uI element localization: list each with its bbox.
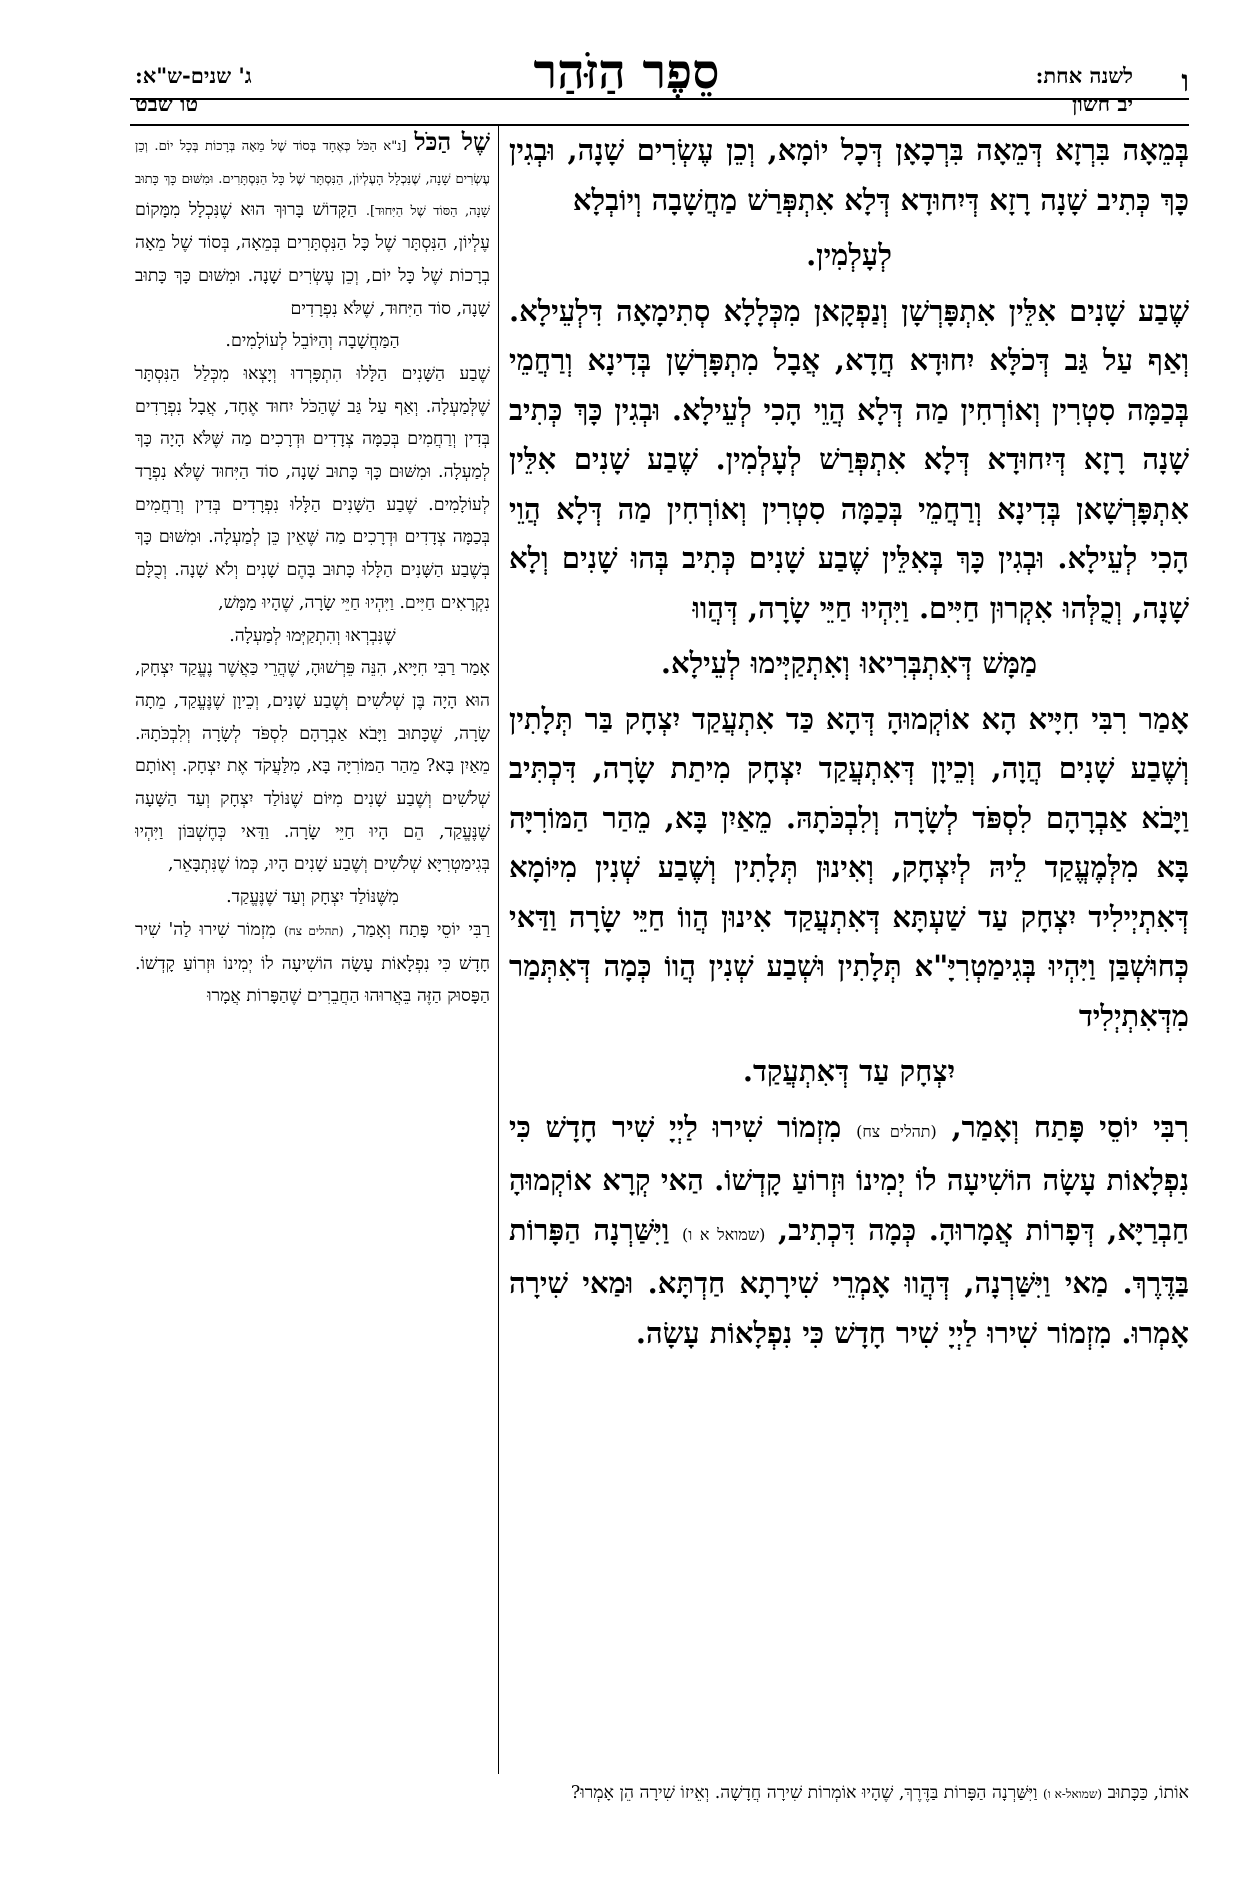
- footer-continuation-line: אוֹתוֹ, כַּכָּתוּב (שמואל-א ו) וַיִּשַּׁרְנָה הַפָּרוֹת בַּדֶּרֶךְ, שֶׁהָיוּ אוֹמְרוֹת שִׁירָה חֲדָשָׁה. וְאֵיזוֹ שִׁירָה הֵן אָמְרוּ?: [570, 1783, 1189, 1803]
- opening-word: שֶׁל הַכֹּל: [414, 127, 490, 156]
- page-number: ו: [1181, 64, 1189, 99]
- source-reference: (תהלים צח): [283, 923, 344, 938]
- main-paragraph-end: מַמָּשׁ דְּאִתְבְּרִיאוּ וְאִתְקַיְּימוּ לְעֵילָא.: [660, 646, 1038, 680]
- header-left-block: [135, 62, 252, 118]
- column-divider: [498, 126, 499, 1774]
- side-paragraph: אָמַר רַבִּי חִיָּיא, הִנֵּה פֵּרְשׁוּהָ, שֶׁהֲרֵי כַּאֲשֶׁר נֶעֱקַד יִצְחָק, הוּא הָיָה בֶּן שְׁלֹשִׁים וְשֶׁבַע שָׁנִים, וְכֵיוָן שֶׁנֶּעֱקַד, מֵתָה שָׂרָה, שֶׁכָּתוּב וַיָּבֹא אַבְרָהָם לִסְפֹּד לְשָׂרָה וְלִבְכֹּתָהּ. מֵאַיִן בָּא? מֵהַר הַמּוֹרִיָּה בָּא, מִלַּעֲקֹד אֶת יִצְחָק. וְאוֹתָם שְׁלֹשִׁים וְשֶׁבַע שָׁנִים מִיּוֹם שֶׁנּוֹלַד יִצְחָק וְעַד הַשָּׁעָה שֶׁנֶּעֱקַד, הֵם הָיוּ חַיֵּי שָׂרָה. וַדַּאי כְּחֶשְׁבּוֹן וַיִּהְיוּ בְּגִימַטְרִיָּא שְׁלֹשִׁים וְשֶׁבַע שָׁנִים הָיוּ, כְּמוֹ שֶׁנִּתְבָּאֵר,: [135, 658, 490, 875]
- hebrew-translation-column: [135, 126, 490, 1766]
- side-paragraph: שֶׁל הַכֹּל [נ"א הַכֹּל כְּאֶחָד בְּסוֹד שֶׁל מֵאָה בְּרָכוֹת בְּכָל יוֹם. וְכֵן עֶשְׂרִים שָׁנָה, שֶׁנִּכְלָל הָעֶלְיוֹן, הַנִּסְתָּר שֶׁל כָּל הַנִּסְתָּרִים. וּמִשּׁוּם כָּךְ כָּתוּב שָׁנָה, הַסּוֹד שֶׁל הַיִּחוּד]. הַקָּדוֹשׁ בָּרוּךְ הוּא שֶׁנִּכְלָל מִמָּקוֹם עֶלְיוֹן, הַנִּסְתָּר שֶׁל כָּל הַנִּסְתָּרִים בְּמֵאָה, בְּסוֹד שֶׁל מֵאָה בְרָכוֹת שֶׁל כָּל יוֹם, וְכֵן עֶשְׂרִים שָׁנָה. וּמִשּׁוּם כָּךְ כָּתוּב שָׁנָה, סוֹד הַיִּחוּד, שֶׁלֹּא נִפְרָדִים: [135, 127, 490, 319]
- source-reference: (שמואל-א ו): [1043, 1787, 1103, 1801]
- main-paragraph: שֶׁבַע שָׁנִים אִלֵּין אִתְפָּרְשָׁן וְנַפְקָאן מִכְּלָלָא סְתִימָאָה דִּלְעֵילָא. וְאַף עַל גַּב דְּכֹלָּא יִחוּדָא חֲדָא, אֲבָל מִתְפָּרְשָׁן בְּדִינָא וְרַחֲמֵי בְּכַמָּה סִטְרִין וְאוֹרְחִין מַה דְּלָא הֲוֵי הָכִי לְעֵילָא. וּבְגִין כָּךְ כְּתִיב שָׁנָה רָזָא דְּיִחוּדָא דְּלָא אִתְפְּרַשׁ לְעָלְמִין. שֶׁבַע שָׁנִים אִלֵּין אִתְפָּרְשָׁאן בְּדִינָא וְרַחֲמֵי בְּכַמָּה סִטְרִין וְאוֹרְחִין מַה דְּלָא הֲוֵי הָכִי לְעֵילָא. וּבְגִין כָּךְ בְּאִלֵּין שֶׁבַע שָׁנִים כְּתִיב בְּהוּ שָׁנִים וְלָא שָׁנָה, וְכֻלְּהוּ אִקְרוּן חַיִּים. וַיִּהְיוּ חַיֵּי שָׂרָה, דְּהֲווּ: [509, 293, 1189, 625]
- page-title: סֵפֶר הַזֹּהַר: [533, 44, 720, 100]
- main-paragraph-end: יִצְחָק עַד דְּאִתְעֲקַד.: [742, 1054, 956, 1088]
- aramaic-text-column: [509, 126, 1189, 1766]
- schedule-three-year-label: ג' שנים-ש"א:: [135, 63, 252, 88]
- schedule-one-year-date: יב חשון: [1072, 91, 1133, 116]
- side-paragraph-end: מִשֶּׁנּוֹלַד יִצְחָק וְעַד שֶׁנֶּעֱקַד.: [226, 887, 399, 908]
- main-paragraph: בְּמֵאָה בִּרְזָא דְּמֵאָה בִּרְכָאָן דְּכָל יוֹמָא, וְכֵן עֶשְׂרִים שָׁנָה, וּבְגִין כָּךְ כְּתִיב שָׁנָה רָזָא דְּיִחוּדָא דְּלָא אִתְפְּרַשׁ מַחֲשָׁבָה וְיוֹבְלָא: [509, 133, 1189, 217]
- source-reference: (תהלים צח): [856, 1121, 937, 1141]
- source-reference: (שמואל א ו): [681, 1224, 766, 1244]
- side-paragraph-end: שֶׁנִּבְרְאוּ וְהִתְקַיְּמוּ לְמַעְלָה.: [229, 625, 396, 646]
- variant-note: [נ"א הַכֹּל כְּאֶחָד בְּסוֹד שֶׁל מֵאָה בְּרָכוֹת בְּכָל יוֹם. וְכֵן עֶשְׂרִים שָׁנָה, שֶׁנִּכְלָל הָעֶלְיוֹן, הַנִּסְתָּר שֶׁל כָּל הַנִּסְתָּרִים. וּמִשּׁוּם כָּךְ כָּתוּב שָׁנָה, הַסּוֹד שֶׁל הַיִּחוּד].: [135, 139, 490, 220]
- main-paragraph-end: לְעָלְמִין.: [806, 238, 892, 272]
- main-paragraph: רִבִּי יוֹסֵי פָּתַח וְאָמַר, (תהלים צח) מִזְמוֹר שִׁירוּ לַיְיָ שִׁיר חָדָשׁ כִּי נִפְלָאוֹת עָשָׂה הוֹשִׁיעָה לוֹ יְמִינוֹ וּזְרוֹעַ קָדְשׁוֹ. הַאי קְרָא אוֹקְמוּהָ חַבְרַיָּא, דְּפָרוֹת אֲמָרוּהָ. כְּמָה דִּכְתִיב, (שמואל א ו) וַיִּשַּׁרְנָה הַפָּרוֹת בַּדֶּרֶךְ. מַאי וַיִּשַּׁרְנָה, דְּהֲווּ אָמְרֵי שִׁירָתָא חַדְתָּא. וּמַאי שִׁירָה אָמְרוּ. מִזְמוֹר שִׁירוּ לַיְיָ שִׁיר חָדָשׁ כִּי נִפְלָאוֹת עָשָׂה.: [509, 1109, 1189, 1350]
- side-paragraph: רַבִּי יוֹסֵי פָּתַח וְאָמַר, (תהלים צח) מִזְמוֹר שִׁירוּ לַה' שִׁיר חָדָשׁ כִּי נִפְלָאוֹת עָשָׂה הוֹשִׁיעָה לוֹ יְמִינוֹ וּזְרוֹעַ קָדְשׁוֹ. הַפָּסוּק הַזֶּה בֵּאֲרוּהוּ הַחֲבֵרִים שֶׁהַפָּרוֹת אֲמָרוּ: [135, 919, 490, 1007]
- schedule-one-year-label: לשנה אחת:: [1035, 63, 1133, 88]
- main-paragraph: אָמַר רִבִּי חִיָּיא הָא אוֹקְמוּהָ דְּהָא כַּד אִתְעֲקַד יִצְחָק בַּר תְּלָתִין וְשֶׁבַע שָׁנִים הֲוָה, וְכֵיוָן דְּאִתְעֲקַד יִצְחָק מִיתַת שָׂרָה, דִּכְתִּיב וַיָּבֹא אַבְרָהָם לִסְפֹּד לְשָׂרָה וְלִבְכֹּתָהּ. מֵאַיִן בָּא, מֵהַר הַמּוֹרִיָּה בָּא מִלְּמֶעֱקַד לֵיהּ לְיִצְחָק, וְאִינוּן תְּלָתִין וְשֶׁבַע שְׁנִין מִיּוֹמָא דְּאִתְיְילִיד יִצְחָק עַד שַׁעְתָּא דְּאִתְעֲקַד אִינוּן הֲווֹ חַיֵּי שָׂרָה וַדַּאי כְּחוּשְׁבַּן וַיִּהְיוּ בְּגִימַטְרִיָּ"א תְּלָתִין וּשְׁבַע שְׁנִין הֲווֹ כְּמָה דְּאִתְּמַר מִדְּאִתְיְלִיד: [509, 701, 1189, 1033]
- side-paragraph-end: הַמַּחֲשָׁבָה וְהַיּוֹבֵל לְעוֹלָמִים.: [225, 331, 400, 352]
- side-paragraph: שֶׁבַע הַשָּׁנִים הַלָּלוּ הִתְפָּרְדוּ וְיָצְאוּ מִכְּלַל הַנִּסְתָּר שֶׁלְּמַעְלָה. וְאַף עַל גַּב שֶׁהַכֹּל יִחוּד אֶחָד, אֲבָל נִפְרָדִים בְּדִין וְרַחֲמִים בְּכַמָּה צְדָדִים וּדְרָכִים מַה שֶּׁלֹּא הָיָה כָּךְ לְמַעְלָה. וּמִשּׁוּם כָּךְ כָּתוּב שָׁנָה, סוֹד הַיִּחוּד שֶׁלֹּא נִפְרָד לְעוֹלָמִים. שֶׁבַע הַשָּׁנִים הַלָּלוּ נִפְרָדִים בְּדִין וְרַחֲמִים בְּכַמָּה צְדָדִים וּדְרָכִים מַה שֶּׁאֵין כֵּן לְמַעְלָה. וּמִשּׁוּם כָּךְ בְּשֶׁבַע הַשָּׁנִים הַלָּלוּ כָּתוּב בָּהֶם שָׁנִים וְלֹא שָׁנָה. וְכֻלָּם נִקְרָאִים חַיִּים. וַיִּהְיוּ חַיֵּי שָׂרָה, שֶׁהָיוּ מַמָּשׁ,: [135, 363, 490, 613]
- header-rule-top: [130, 98, 1189, 100]
- schedule-three-year-date: טו שבט: [135, 91, 199, 116]
